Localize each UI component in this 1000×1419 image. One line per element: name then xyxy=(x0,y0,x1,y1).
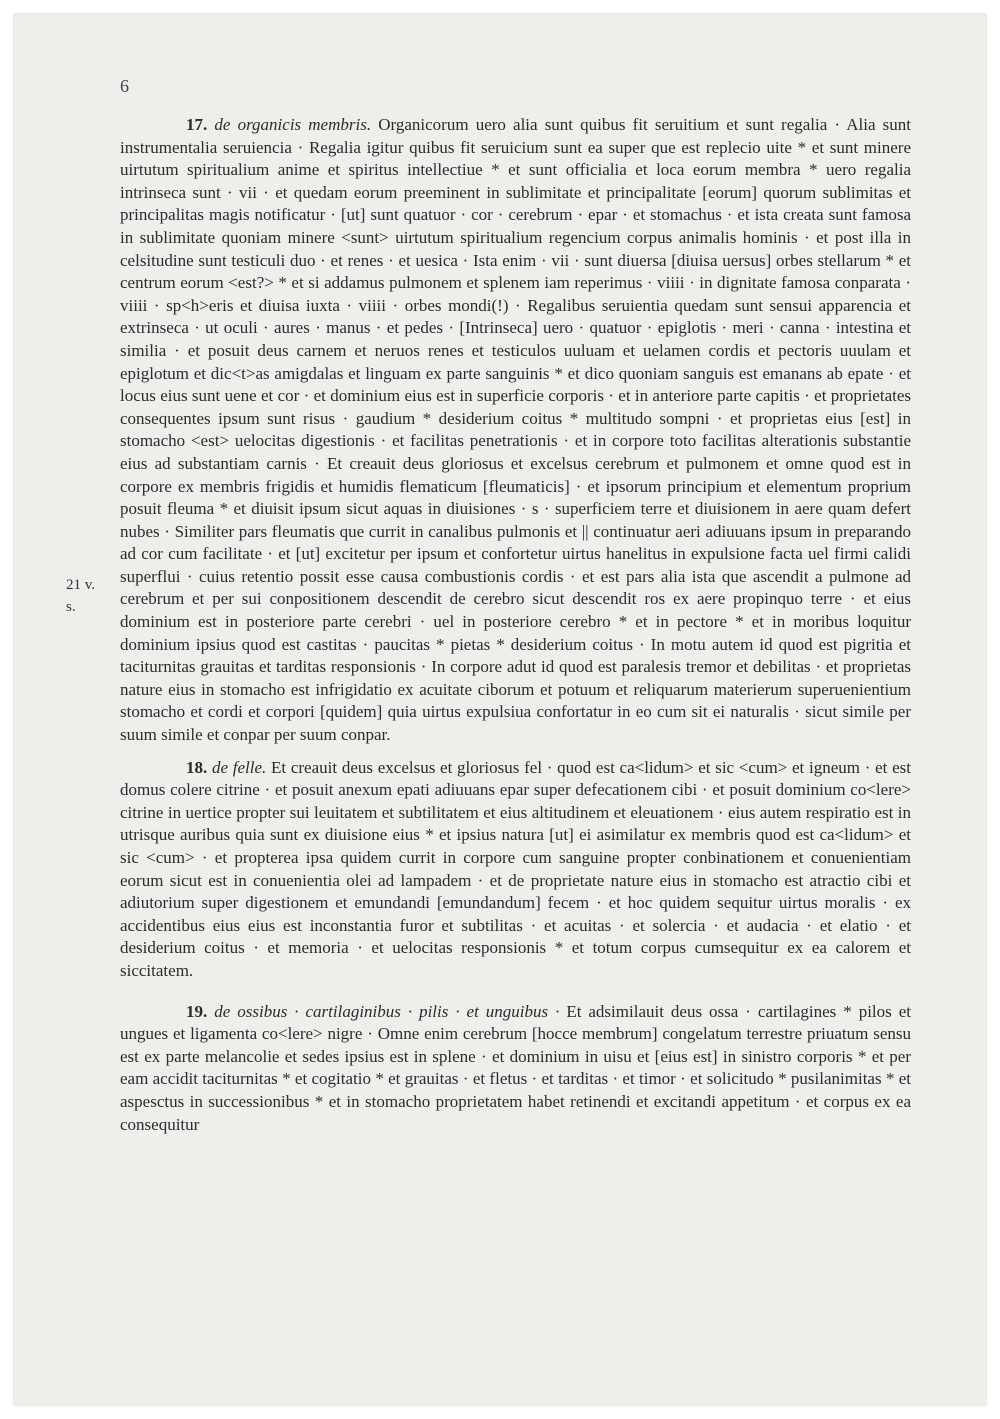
page-number: 6 xyxy=(120,76,129,96)
margin-note xyxy=(66,574,95,618)
book-page xyxy=(14,14,986,1405)
section-number: 18. xyxy=(186,757,208,777)
section-19 xyxy=(120,1001,911,1137)
body-text xyxy=(120,114,911,1144)
margin-note-line-2: s. xyxy=(66,599,76,615)
section-text: Et adsimilauit deus ossa · cartilagines * pilos et ungues et ligamenta co<lere> nigre · Omne enim cerebrum [hocce membrum] congelatum terrestre priuatum sensu est ex parte melancolie et sedes ipsius est in splene · et dominium in uisu et [eius est] in sinistro corporis * et per eam accidit taciturnitas * et cogitatio * et grauitas · et fletus · et tarditas · et timor · et solicitudo * pusilanimitas * et aspesctus in successionibus * et in stomacho proprietatem habet retinendi et excitandi appetitum · et corpus ex ea consequitur xyxy=(120,1001,911,1134)
section-title: de felle. xyxy=(211,757,267,777)
section-text: Organicorum uero alia sunt quibus fit seruitium et sunt regalia · Alia sunt instrumentalia seruiencia · Regalia igitur quibus fit seruicium sunt ea super que est replecio uite * et sunt minere uirtutum spiritualium anime et spiritus intellectiue * et sunt officialia et loca eorum membra * uero regalia intrinseca sunt · vii · et quedam eorum preeminent in sublimitate et principalitate [eorum] quorum sublimitas et principalitas magis notificatur · [ut] sunt quatuor · cor · cerebrum · epar · et stomachus · et ista creata sunt famosa in sublimitate quoniam minere <sunt> uirtutum spiritualium regencium corpus animalis hominis · et post illa in celsitudine sunt testiculi duo · et renes · et uesica · Ista enim · vii · sunt diuersa [diuisa uersus] orbes stellarum * et centrum eorum <est?> * et si addamus pulmonem et splenem iam reperimus · viiii · in dignitate famosa conparata · viiii · sp<h>eris et diuisa iuxta · viiii · orbes mondi(!) · Regalibus seruientia quedam sunt sensui apparencia et extrinseca · ut oculi · aures · manus · et pedes · [Intrinseca] uero · quatuor · epiglotis · meri · canna · intestina et similia · et posuit deus carnem et neruos renes et testiculos uuluam et uelamen cordis et pectoris uuulam et epiglotum et dic<t>as amigdalas et linguam ex parte sanguinis * et dico quoniam sanguis est emanans ab epate · et locus eius sunt uene et cor · et dominium eius est in superficie corporis · et in anteriore parte capitis · et proprietates consequentes ipsum sunt risus · gaudium * desiderium coitus * multitudo sompni · et proprietas eius [est] in stomacho <est> uelocitas digestionis · et facilitas penetrationis · et in corpore toto facilitas alterationis substantie eius ad substantiam carnis · Et creauit deus gloriosus et excelsus cerebrum et pulmonem et omne quod est in corpore ex membris frigidis et humidis flematicum [fleumaticis] · et ipsorum principium et elementum proprium posuit fleuma * et diuisit ipsum sicut aquas in diuisiones · s · superficiem terre et diuisionem in aere quam defert nubes · Similiter pars fleumatis que currit in canalibus pulmonis et || continuatur aeri adiuuans ipsum in preparando ad cor cum facilitate · et [ut] excitetur per ipsum et confortetur uirtus hanelitus in expulsione facta uel firmi calidi superflui · cuius retentio possit esse causa combustionis cordis · et est pars alia ista que ascendit a pulmone ad cerebrum et per sui conpositionem descendit de cerebro sicut descendit ros ex aere propinquo terre · et eius dominium est in posteriore parte cerebri · uel in posteriore cerebro * et in pectore * et in moribus loquitur dominium ipsius quod est castitas · paucitas * pietas * desiderium coitus · In motu autem id quod est pigritia et taciturnitas grauitas et tarditas responsionis · In corpore adut id quod est paralesis tremor et debilitas · et proprietas nature eius in stomacho est infrigidatio ex acuitate ciborum et potuum et reliquarum materierum superuenientium stomacho et cordi et corpori [quidem] quia uirtus expulsiua confortatur in eo cum sit ei naturalis · sicut simile per suum simile et conpar per suum conpar. xyxy=(120,115,912,745)
section-number: 19. xyxy=(186,1001,208,1021)
section-17 xyxy=(120,114,911,747)
margin-note-line-1: 21 v. xyxy=(66,577,96,593)
section-number: 17. xyxy=(186,115,208,134)
section-text: Et creauit deus excelsus et gloriosus fel · quod est ca<lidum> et sic <cum> et igneum · et est domus colere citrine · et posuit anexum epati adiuuans epar super defecationem cibi · et posuit dominium co<lere> citrine in uertice propter sui leuitatem et subtilitatem et eius altitudinem et eleuationem · eius autem respiratio est in utrisque auribus quia sunt ex diuisione eius * et ipsius natura [ut] ei asimilatur ex membris quod est ca<lidum> et sic <cum> · et propterea ipsa quidem currit in corpore cum sanguine propter conbinationem et conuenientiam eorum sicut est in conuenientia olei ad lampadem · et de proprietate nature eius in stomacho est atractio cibi et adiutorium super digestionem et emundandi [emundandum] fecem · et hoc quidem sequitur uirtus moralis · ex accidentibus eius eius est inconstantia furor et subtilitas · et acuitas · et solercia · et audacia · et elatio · et desiderium coitus · et memoria · et uelocitas responsionis * et totum corpus cumsequitur ex ea calorem et siccitatem. xyxy=(120,757,911,980)
section-18 xyxy=(120,757,911,983)
section-title: de ossibus · cartilaginibus · pilis · et unguibus · xyxy=(214,1001,560,1021)
section-title: de organicis membris. xyxy=(214,115,372,134)
